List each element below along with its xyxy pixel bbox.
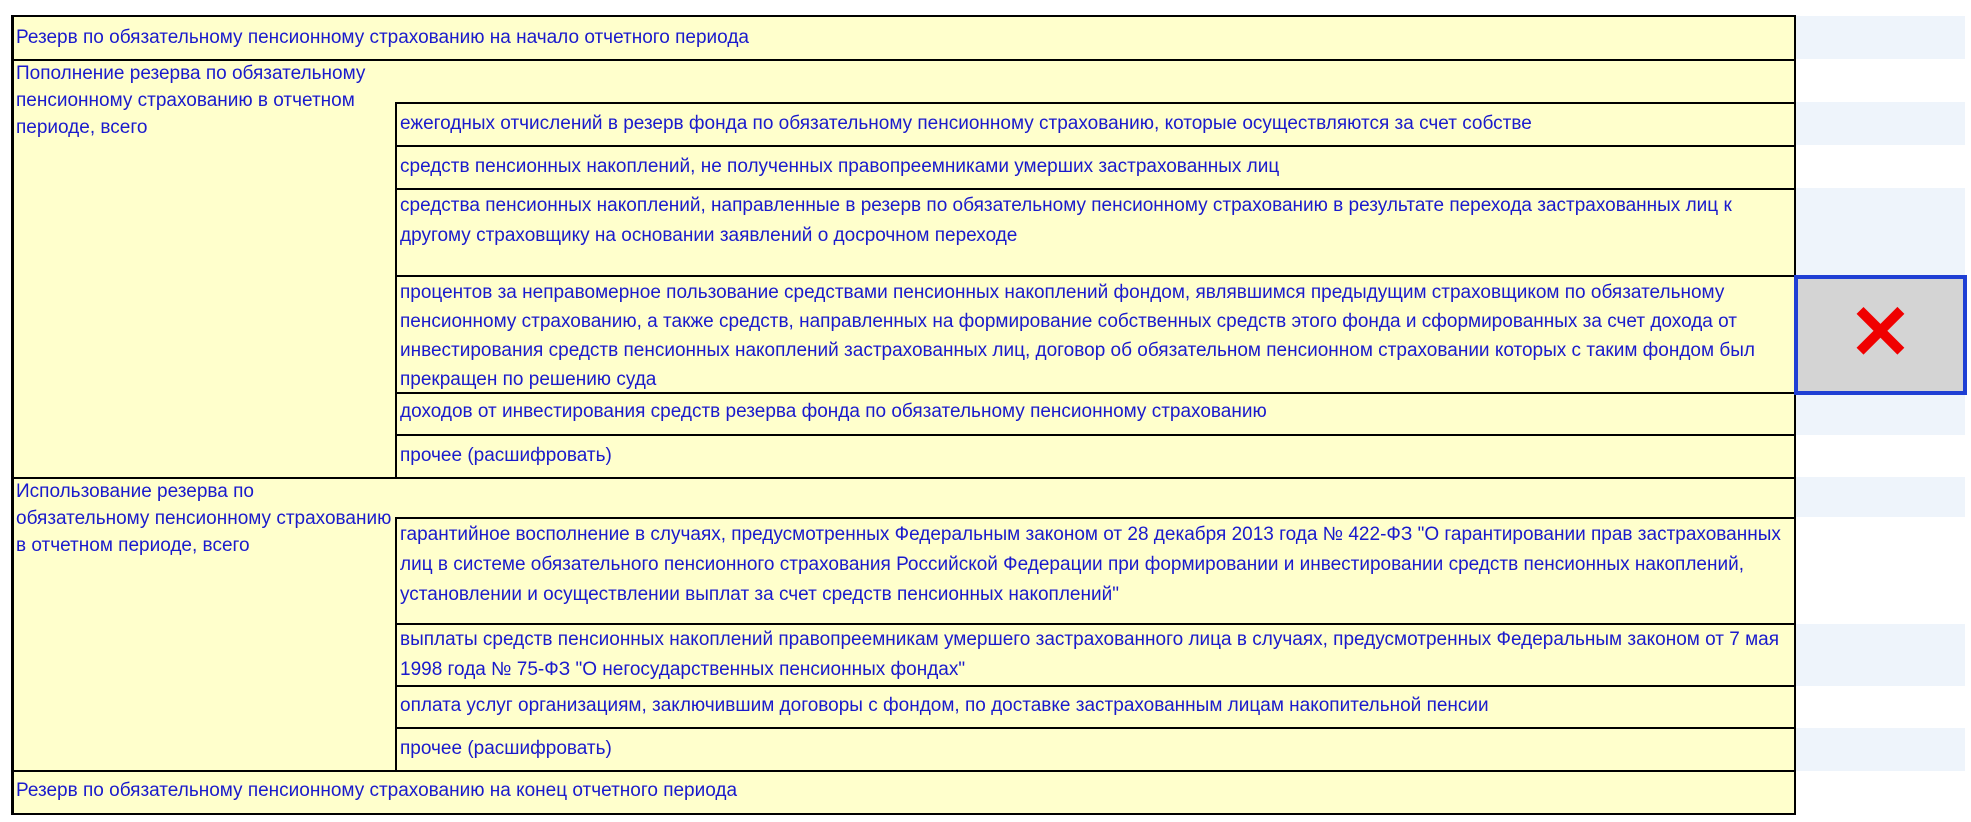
- replenishment-item-2[interactable]: средств пенсионных накоплений, не полученных правопреемниками умерших застрахованных лиц: [396, 145, 1795, 188]
- grid-line: [12, 15, 1795, 17]
- value-cell-rep-4-selected[interactable]: [1794, 275, 1967, 395]
- value-cell-rep-3[interactable]: [1795, 188, 1965, 275]
- row-start-label[interactable]: Резерв по обязательному пенсионному страхованию на начало отчетного периода: [12, 16, 1795, 59]
- close-icon[interactable]: ✕: [1848, 290, 1913, 376]
- grid-line: [396, 685, 1795, 687]
- usage-item-3[interactable]: оплата услуг организациям, заключившим договоры с фондом, по доставке застрахованным лицам накопительной пенсии: [396, 686, 1795, 728]
- value-cell-end[interactable]: [1795, 771, 1965, 814]
- value-cell-use-3[interactable]: [1795, 686, 1965, 728]
- grid-line: [396, 727, 1795, 729]
- grid-line: [1794, 15, 1796, 815]
- replenishment-item-5[interactable]: доходов от инвестирования средств резерва фонда по обязательному пенсионному страхованию: [396, 393, 1795, 435]
- usage-item-2[interactable]: выплаты средств пенсионных накоплений правопреемникам умершего застрахованного лица в случаях, предусмотренных Федеральным законом от 7 мая 1998 года № 75-ФЗ "О негосударственных пенсионных фондах": [396, 624, 1795, 686]
- replenishment-item-6[interactable]: прочее (расшифровать): [396, 435, 1795, 477]
- grid-line: [396, 434, 1795, 436]
- usage-header[interactable]: Использование резерва по обязательному пенсионному страхованию в отчетном периоде, всего: [12, 477, 396, 771]
- value-cell-start[interactable]: [1795, 16, 1965, 59]
- value-cell-usage-total[interactable]: [1795, 477, 1965, 517]
- value-cell-rep-6[interactable]: [1795, 435, 1965, 477]
- grid-line: [11, 15, 14, 815]
- value-cell-use-2[interactable]: [1795, 624, 1965, 686]
- value-cell-rep-2[interactable]: [1795, 145, 1965, 188]
- grid-line: [396, 275, 1795, 277]
- replenishment-header[interactable]: Пополнение резерва по обязательному пенсионному страхованию в отчетном периоде, всего: [12, 59, 396, 477]
- grid-line: [395, 102, 397, 477]
- grid-line: [12, 770, 1795, 772]
- grid-line: [396, 102, 1795, 104]
- value-cell-replenishment-total[interactable]: [1795, 59, 1965, 102]
- grid-line: [396, 392, 1795, 394]
- grid-line: [396, 517, 1795, 519]
- value-cell-use-1[interactable]: [1795, 517, 1965, 624]
- grid-line: [12, 813, 1795, 815]
- replenishment-item-4[interactable]: процентов за неправомерное пользование средствами пенсионных накоплений фондом, являвшимся предыдущим страховщиком по обязательному пенсионному страхованию, а также средств, направленных на формирование собственных средств этого фонда и сформированных за счет дохода от инвестирования средств пенсионных накоплений застрахованных лиц, договор об обязательном пенсионном страховании которых с таким фондом был прекращен по решению суда: [396, 275, 1795, 393]
- grid-line: [12, 477, 1795, 479]
- value-cell-rep-5[interactable]: [1795, 393, 1965, 435]
- replenishment-item-1[interactable]: ежегодных отчислений в резерв фонда по обязательному пенсионному страхованию, которые осуществляются за счет собстве: [396, 102, 1795, 145]
- grid-line: [396, 188, 1795, 190]
- grid-line: [12, 59, 1795, 61]
- row-end-label[interactable]: Резерв по обязательному пенсионному страхованию на конец отчетного периода: [12, 771, 1795, 814]
- grid-line: [396, 145, 1795, 147]
- value-cell-rep-1[interactable]: [1795, 102, 1965, 145]
- grid-line: [395, 517, 397, 771]
- replenishment-header-right[interactable]: [396, 59, 1795, 102]
- usage-item-1[interactable]: гарантийное восполнение в случаях, предусмотренных Федеральным законом от 28 декабря 2013 года № 422-ФЗ "О гарантировании прав застрахованных лиц в системе обязательного пенсионного страхования Российской Федерации при формировании и инвестировании средств пенсионных накоплений, установлении и осуществлении выплат за счет средств пенсионных накоплений": [396, 517, 1795, 624]
- grid-line: [396, 623, 1795, 625]
- usage-item-4[interactable]: прочее (расшифровать): [396, 728, 1795, 771]
- replenishment-item-3[interactable]: средства пенсионных накоплений, направленные в резерв по обязательному пенсионному страхованию в результате перехода застрахованных лиц к другому страховщику на основании заявлений о досрочном переходе: [396, 188, 1795, 275]
- usage-header-right[interactable]: [396, 477, 1795, 517]
- value-cell-use-4[interactable]: [1795, 728, 1965, 771]
